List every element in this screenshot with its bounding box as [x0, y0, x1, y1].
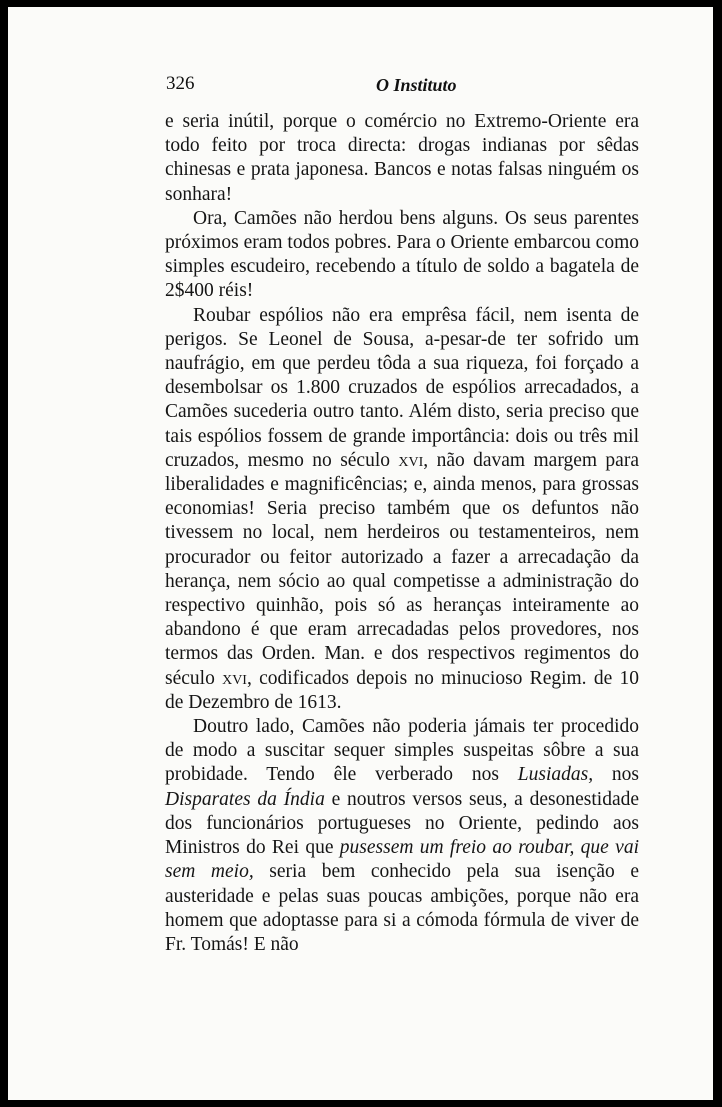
paragraph-3-text-3: , codificados depois no minucioso Regim. de 10 de Dezembro de 1613. — [165, 667, 639, 713]
work-title-lusiadas: Lusiadas, — [517, 764, 594, 786]
running-title: O Instituto — [376, 75, 457, 95]
paragraph-3-text-1: Roubar espólios não era emprêsa fácil, nem isenta de perigos. Se Leonel de Sousa, a-pesar-de ter sofrido um naufrágio, em que perdeu tôda a sua riqueza, foi forçado a desembolsar os 1.800 cruzados de espólios arrecadados, a Camões sucederia outro tanto. Além disto, seria preciso que tais espólios fossem de grande importância: dois ou três mil cruzados, mesmo no século — [165, 304, 639, 471]
paragraph-3-text-2: , não davam margem para liberalidades e magnificências; e, ainda menos, para grossas economias! Seria preciso também que os defuntos não tivessem no local, nem herdeiros ou testamenteiros, nem procurador ou feitor autorizado a fazer a arrecadação da herança, nem sócio ao qual competisse a administração do respectivo quinhão, pois só as heranças inteiramente ao abandono é que eram arrecadadas pelos provedores, nos termos das Orden. Man. e dos respectivos regimentos do século — [165, 449, 639, 689]
paragraph-3 — [165, 304, 639, 715]
page-header — [166, 73, 652, 97]
paragraph-2: Ora, Camões não herdou bens alguns. Os seus parentes próximos eram todos pobres. Para o Oriente embarcou como simples escudeiro, recebendo a título de soldo a bagatela de 2$400 réis! — [165, 207, 639, 302]
quotation: pusessem um freio ao roubar, que vai sem meio, — [165, 837, 639, 883]
paragraph-4-text-2: nos — [593, 764, 640, 786]
paragraph-1: e seria inútil, porque o comércio no Extremo-Oriente era todo feito por troca directa: drogas indianas por sêdas chinesas e prata japonesa. Bancos e notas falsas ninguém os sonhara! — [165, 111, 639, 205]
century-numeral: xvi — [222, 667, 247, 689]
paragraph-4-text-1: Doutro lado, Camões não poderia jámais ter procedido de modo a suscitar sequer simples suspeitas sôbre a sua probidade. Tendo êle verberado nos — [165, 716, 639, 786]
paragraph-4 — [165, 715, 639, 957]
paragraph-4-text-4: seria bem conhecido pela sua isenção e austeridade e pelas suas poucas ambições, porque não era homem que adoptasse para si a cómoda fórmula de viver de Fr. Tomás! E não — [165, 861, 639, 955]
body-text — [165, 110, 639, 957]
paragraph-4-text-3: e noutros versos seus, a desonestidade dos funcionários portugueses no Oriente, pedindo aos Ministros do Rei que — [165, 788, 640, 859]
page-number: 326 — [166, 73, 195, 94]
century-numeral: xvi — [398, 449, 424, 471]
work-title-disparates: Disparates da Índia — [165, 788, 325, 810]
